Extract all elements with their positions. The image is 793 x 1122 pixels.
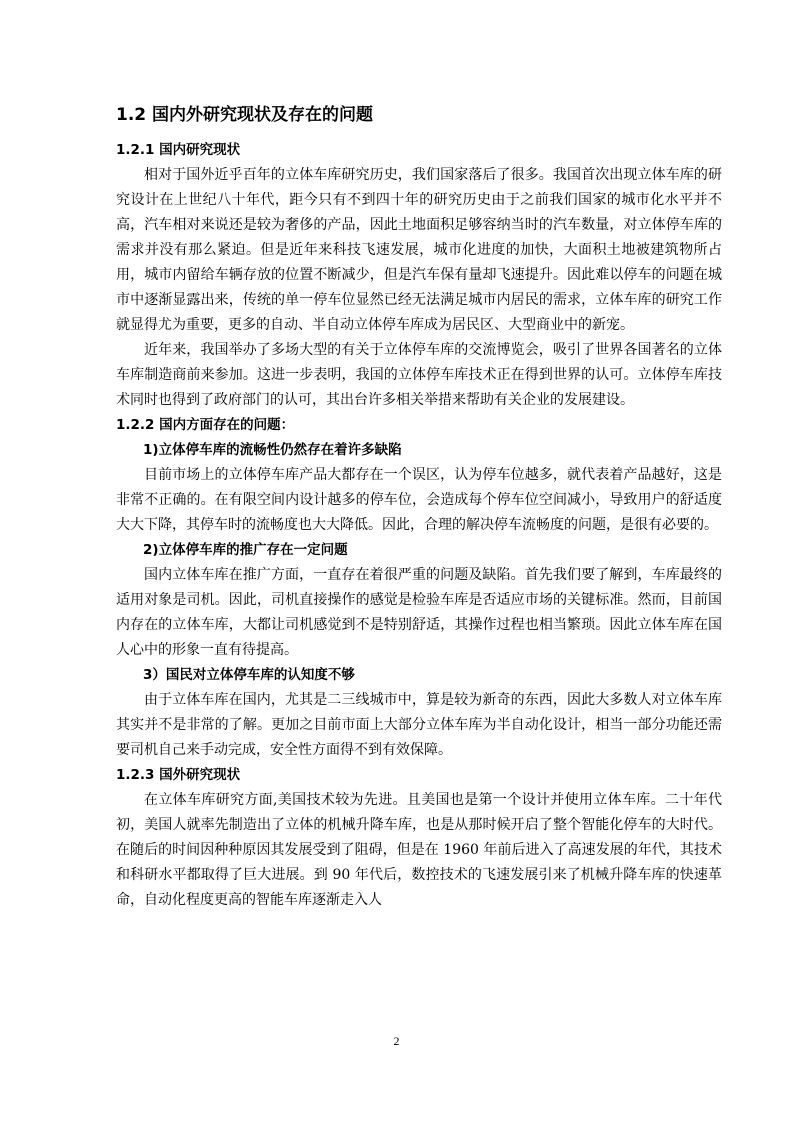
problem-2-title: 2)立体停车库的推广存在一定问题 bbox=[143, 542, 348, 558]
page-content bbox=[116, 104, 722, 913]
problem-1-title: 1)立体停车库的流畅性仍然存在着许多缺陷 bbox=[143, 442, 402, 458]
problem-3-text: 由于立体车库在国内，尤其是二三线城市中，算是较为新奇的东西，因此大多数人对立体车库其实并不是非常的了解。更加之目前市面上大部分立体车库为半自动化设计，相当一部分功能还需要司机自己来手动完成，安全性方面得不到有效保障。 bbox=[116, 692, 722, 758]
section-title: 1.2 国内外研究现状及存在的问题 bbox=[116, 105, 374, 125]
paragraph-foreign-status-1: 在立体车库研究方面,美国技术较为先进。且美国也是第一个设计并使用立体车库。二十年代初，美国人就率先制造出了立体的机械升降车库，也是从那时候开启了整个智能化停车的大时代。在随后的时间因种种原因其发展受到了阻碍，但是在 1960 年前后进入了高速发展的年代，其技术和科研水平都取得了巨大进展。到 90 年代后，数控技术的飞速发展引来了机械升降车库的快速革命，自动化程度更高的智能车库逐渐走入人 bbox=[116, 792, 722, 908]
problem-1-text: 目前市场上的立体停车库产品大都存在一个误区，认为停车位越多，就代表着产品越好，这是非常不正确的。在有限空间内设计越多的停车位，会造成每个停车位空间减小，导致用户的舒适度大大下降，其停车时的流畅度也大大降低。因此，合理的解决停车流畅度的问题，是很有必要的。 bbox=[116, 467, 722, 533]
paragraph-domestic-status-1: 相对于国外近乎百年的立体车库研究历史，我们国家落后了很多。我国首次出现立体车库的研究设计在上世纪八十年代，距今只有不到四十年的研究历史由于之前我们国家的城市化水平并不高，汽车相对来说还是较为奢侈的产品，因此土地面积足够容纳当时的汽车数量，对立体停车库的需求并没有那么紧迫。但是近年来科技飞速发展，城市化进度的加快，大面积土地被建筑物所占用，城市内留给车辆存放的位置不断减少，但是汽车保有量却飞速提升。因此难以停车的问题在城市中逐渐显露出来，传统的单一停车位显然已经无法满足城市内居民的需求，立体车库的研究工作就显得尤为重要，更多的自动、半自动立体停车库成为居民区、大型商业中的新宠。 bbox=[116, 167, 722, 333]
page-number: 2 bbox=[393, 1034, 400, 1048]
problem-2-text: 国内立体车库在推广方面，一直存在着很严重的问题及缺陷。首先我们要了解到，车库最终的适用对象是司机。因此，司机直接操作的感觉是检验车库是否适应市场的关键标准。然而，目前国内存在的立体车库，大都让司机感觉到不是特别舒适，其操作过程也相当繁琐。因此立体车库在国人心中的形象一直有待提高。 bbox=[116, 567, 722, 658]
subsection-heading-foreign-status: 1.2.3 国外研究现状 bbox=[116, 767, 241, 783]
subsection-heading-domestic-problems: 1.2.2 国内方面存在的问题： bbox=[116, 417, 295, 433]
subsection-heading-domestic-status: 1.2.1 国内研究现状 bbox=[116, 142, 241, 158]
problem-3-title: 3）国民对立体停车库的认知度不够 bbox=[143, 667, 355, 683]
paragraph-domestic-status-2: 近年来，我国举办了多场大型的有关于立体停车库的交流博览会，吸引了世界各国著名的立体车库制造商前来参加。这进一步表明，我国的立体停车库技术正在得到世界的认可。立体停车库技术同时也得到了政府部门的认可，其出台许多相关举措来帮助有关企业的发展建设。 bbox=[116, 342, 722, 408]
